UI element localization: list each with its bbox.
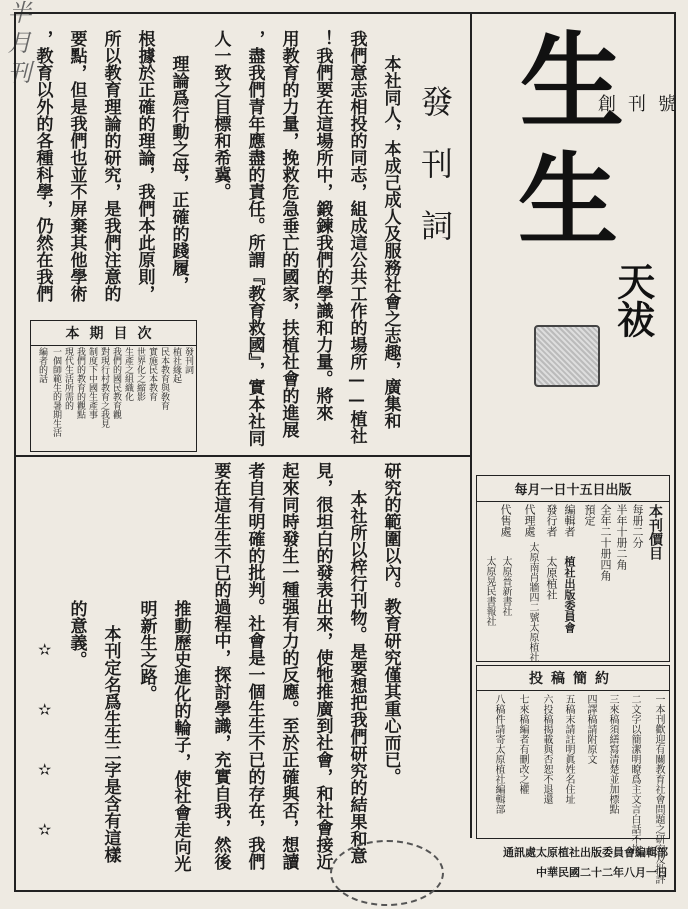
distributors-label: 代售處	[499, 504, 512, 537]
submission-rule-4: 四譯稿請附原文	[585, 694, 596, 764]
masthead-char-1: 生	[520, 20, 625, 143]
editor-value: 植社出版委員會	[563, 556, 576, 633]
essay-line: 本社同人，本成己成人及服務社會之志趣，廣集和	[380, 55, 401, 429]
essay-line: 的意義。	[66, 600, 87, 668]
submission-rule-6: 六投稿揭載與否恕不退還	[541, 694, 552, 804]
submission-rule-3: 三來稿須繕寫清楚並加標點	[607, 694, 618, 814]
essay-line: ，盡我們青年應盡的責任。所謂『教育救國』，實本社同	[244, 30, 265, 447]
editor-label: 編輯者	[563, 504, 576, 537]
submission-rule-5: 五稿末請註明眞姓名住址	[563, 694, 574, 804]
price-detail-4: 預定	[583, 504, 596, 526]
round-seal	[330, 840, 444, 906]
issue-label: 創刊號	[598, 94, 688, 115]
essay-line: 用教育的力量，挽救危急垂亡的國家，扶植社會的進展	[278, 30, 299, 438]
agent-label: 代理處	[523, 504, 536, 537]
essay-line: 要點，但是我們也並不屏棄其他學術	[66, 30, 87, 302]
toc-item[interactable]: 生產之組織化	[123, 347, 133, 401]
column-divider	[470, 14, 472, 838]
essay-line: 見，很坦白的發表出來，使牠推廣到社會，和社會接近	[312, 462, 333, 870]
toc-item[interactable]: 我們的教育的觀點	[75, 347, 85, 419]
essay-line: 推動歷史進化的輪子，使社會走向光	[170, 600, 191, 872]
price-detail-3: 全年二十册四角	[599, 504, 612, 581]
distributor-2: 太原晃民書報社	[484, 556, 495, 626]
toc-item[interactable]: 編者的話	[37, 347, 47, 383]
price-detail-2: 半年十册二角	[615, 504, 628, 570]
essay-line: 人一致之目標和希冀。	[210, 30, 231, 200]
toc-item[interactable]: 植社緣起	[171, 347, 181, 383]
essay-line: 根據於正確的理論，我們本此原則，	[134, 30, 155, 302]
masthead-char-2: 生	[518, 141, 618, 259]
essay-line: 所以教育理論的研究，是我們注意的	[100, 30, 121, 302]
essay-line: 要在這生生不已的過程中，探討學識，充實自我，然後	[210, 462, 231, 870]
publication-info-box	[476, 475, 670, 662]
essay-line: 明新生之路。	[136, 600, 157, 702]
publisher-value: 太原植社	[545, 556, 558, 600]
essay-line: 起來同時發生一種强有力的反應。至於正確與否，想讀	[278, 462, 299, 870]
toc-item[interactable]: 制度下中國生產事	[87, 347, 97, 419]
toc-item[interactable]: 世界化之縮影	[135, 347, 145, 401]
footer-line-2: 中華民國二十二年八月一日	[536, 866, 668, 879]
seal-stamp	[534, 325, 600, 387]
submission-title: 投稿簡約	[477, 668, 669, 691]
footer-line-1: 通訊處太原植社出版委員會編輯部	[503, 846, 668, 859]
essay-line: ，教育以外的各種科學，仍然在我們	[32, 30, 53, 302]
toc-box	[30, 320, 197, 452]
agent-value: 太原南肖牆四二號太原植社	[527, 542, 538, 662]
star-ornament: ✫	[38, 640, 52, 659]
essay-line: 理論爲行動之母，正確的踐履，	[168, 55, 189, 293]
masthead-side-chars: 天祓	[610, 262, 656, 338]
essay-line: 我們意志相投的同志，組成這公共工作的場所——植社	[346, 30, 367, 444]
toc-item[interactable]: 民本教育與敎育	[159, 347, 169, 410]
star-ornament: ✫	[38, 700, 52, 719]
submission-rule-8: 八稿件請寄太原植社編輯部	[493, 694, 504, 814]
price-label: 本刊價目	[647, 504, 663, 560]
star-ornament: ✫	[38, 760, 52, 779]
toc-item[interactable]: 實施民本教育	[147, 347, 157, 401]
distributor-1: 太原晉新書社	[500, 556, 511, 616]
star-ornament: ✫	[38, 820, 52, 839]
toc-item[interactable]: 發刊詞	[183, 347, 193, 374]
essay-title: 發刊詞	[416, 85, 454, 271]
price-detail-1: 每册二分	[631, 504, 644, 548]
essay-section-divider	[16, 455, 470, 457]
essay-line: 者自有明確的批判。社會是一個生生不已的存在，我們	[244, 462, 265, 870]
essay-line: ！我們要在這場所中，鍛鍊我們的學識和力量。將來	[312, 30, 333, 421]
publication-frequency: 每月一日十五日出版	[477, 479, 669, 502]
publisher-label: 發行者	[545, 504, 558, 537]
essay-line: 本社所以梓行刊物。是要想把我們研究的結果和意	[346, 490, 367, 864]
toc-item[interactable]: 一個師範生的暑期生活	[51, 347, 61, 437]
essay-line: 研究的範圍以內。教育研究僅其重心而已。	[380, 462, 401, 785]
toc-title: 本期目次	[31, 323, 196, 346]
toc-item[interactable]: 我們的國民教育觀	[111, 347, 121, 419]
toc-item[interactable]: 現代生活所需的	[63, 347, 73, 410]
handwritten-note: 半月刊	[3, 0, 31, 90]
submission-rule-7: 七來稿編者有刪改之權	[517, 694, 528, 794]
footer	[476, 840, 668, 886]
submission-rule-1: 一本刊歡迎有關教育社會問題之研究及批評	[653, 694, 664, 884]
toc-item[interactable]: 對現行村教育之我見	[99, 347, 109, 428]
essay-line: 本刊定名爲生生二字是含有這樣	[100, 625, 121, 863]
submission-rule-2: 二文字以簡潔明瞭爲主文言白話不拘	[629, 694, 640, 854]
